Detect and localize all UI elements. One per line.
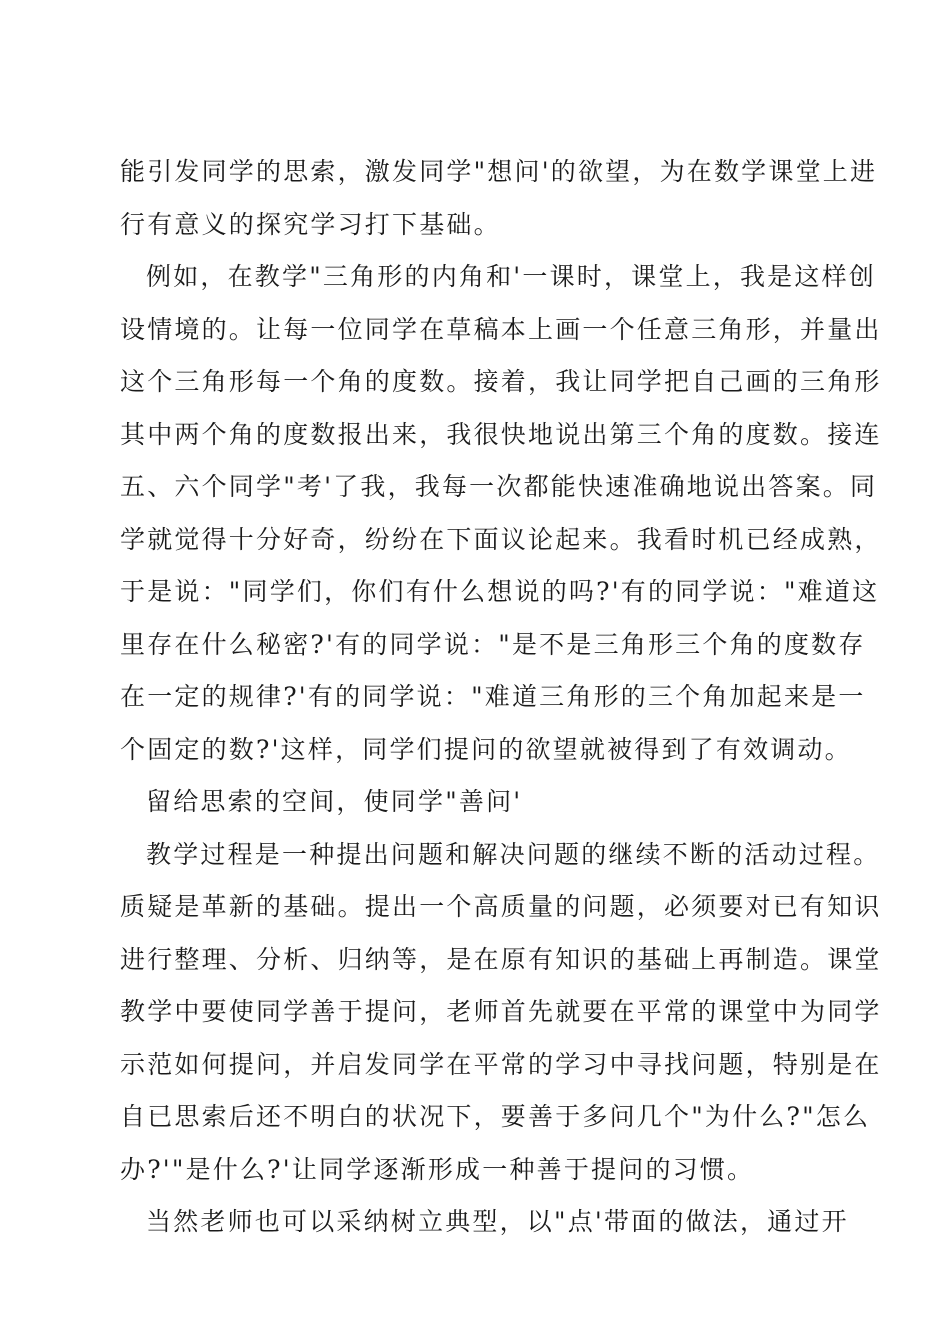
text-line-18: 示范如何提问，并启发同学在平常的学习中寻找问题，特别是在 (120, 1049, 882, 1079)
text-line-17: 教学中要使同学善于提问，老师首先就要在平常的课堂中为同学 (120, 997, 882, 1026)
text-line-16: 进行整理、分析、归纳等，是在原有知识的基础上再制造。课堂 (120, 944, 882, 974)
text-line-10: 里存在什么秘密?'有的同学说："是不是三角形三个角的度数存 (120, 629, 866, 659)
text-line-20: 办?'"是什么?'让同学逐渐形成一种善于提问的习惯。 (120, 1154, 755, 1184)
text-line-21: 当然老师也可以采纳树立典型，以"点'带面的做法，通过开 (146, 1207, 849, 1236)
text-line-9: 于是说："同学们，你们有什么想说的吗?'有的同学说："难道这 (120, 577, 880, 606)
text-line-2: 行有意义的探究学习打下基础。 (120, 209, 501, 239)
section-heading: 留给思索的空间，使同学"善问' (146, 787, 523, 816)
text-line-11: 在一定的规律?'有的同学说："难道三角形的三个角加起来是一 (120, 682, 866, 711)
text-line-15: 质疑是革新的基础。提出一个高质量的问题，必须要对已有知识 (120, 892, 882, 921)
text-line-19: 自已思索后还不明白的状况下，要善于多问几个"为什么?"怎么 (120, 1102, 871, 1131)
text-line-12: 个固定的数?'这样，同学们提问的欲望就被得到了有效调动。 (120, 734, 852, 764)
body-text (120, 146, 882, 1249)
text-line-6: 其中两个角的度数报出来，我很快地说出第三个角的度数。接连 (120, 419, 882, 449)
text-line-8: 学就觉得十分好奇，纷纷在下面议论起来。我看时机已经成熟， (120, 524, 882, 554)
text-line-3: 例如，在教学"三角形的内角和'一课时，课堂上，我是这样创 (146, 262, 876, 291)
text-line-14: 教学过程是一种提出问题和解决问题的继续不断的活动过程。 (146, 839, 881, 869)
text-line-5: 这个三角形每一个角的度数。接着，我让同学把自己画的三角形 (120, 367, 882, 396)
text-line-4: 设情境的。让每一位同学在草稿本上画一个任意三角形，并量出 (120, 314, 882, 344)
text-line-1: 能引发同学的思索，激发同学"想问'的欲望，为在数学课堂上进 (120, 157, 878, 186)
text-line-7: 五、六个同学"考'了我，我每一次都能快速准确地说出答案。同 (120, 472, 878, 501)
